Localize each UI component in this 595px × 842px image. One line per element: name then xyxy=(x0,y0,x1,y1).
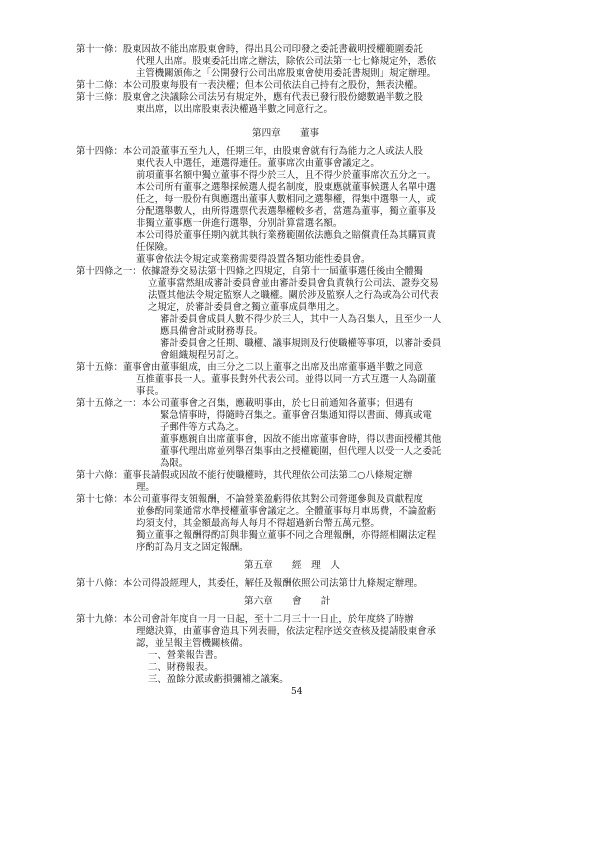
text-line: 任之，每一股份有與應選出董事人數相同之選舉權，得集中選舉一人，或 xyxy=(136,194,437,205)
text-line: 會組織規程另訂之。 xyxy=(160,350,245,361)
chapter-heading: 第四章 董事 xyxy=(252,128,320,139)
text-line: 東出席，以出席股東表決權過半數之同意行之。 xyxy=(136,104,333,115)
text-line: 應具備會計或財務專長。 xyxy=(160,326,264,337)
text-line: 董事會依法令規定或業務需要得設置各類功能性委員會。 xyxy=(136,254,371,265)
text-line: 為限。 xyxy=(160,458,189,469)
text-line: 本公司所有董事之選舉採候選人提名制度，股東應就董事候選人名單中選 xyxy=(136,182,437,193)
text-line: 本公司得於董事任期內就其執行業務範圍依法應負之賠償責任為其購買責 xyxy=(136,230,437,241)
text-line: 第十八條：本公司得設經理人，其委任，解任及報酬依照公司法第廿九條規定辦理。 xyxy=(76,578,423,589)
chapter-heading: 第六章 會 計 xyxy=(244,596,331,607)
page-number: 54 xyxy=(291,687,303,697)
text-line: 二、財務報表。 xyxy=(148,662,214,673)
text-line: 認，並呈報主管機關核備。 xyxy=(136,638,249,649)
text-line: 主管機關頒佈之「公開發行公司出席股東會使用委託書規則」規定辦理。 xyxy=(136,68,437,79)
text-line: 理總決算，由董事會造具下列表冊，依法定程序送交查核及提請股東會承 xyxy=(136,626,437,637)
text-line: 前項董事名額中獨立董事不得少於三人，且不得少於董事席次五分之一。 xyxy=(136,170,437,181)
text-line: 董事應親自出席董事會，因故不能出席董事會時，得以書面授權其他 xyxy=(160,434,442,445)
text-line: 理。 xyxy=(136,482,155,493)
text-line: 審計委員會成員人數不得少於三人，其中一人為召集人，且至少一人 xyxy=(160,314,442,325)
text-line: 董事代理出席並列舉召集事由之授權範圍，但代理人以受一人之委託 xyxy=(160,446,442,457)
text-line: 序酌訂為月支之固定報酬。 xyxy=(136,542,249,553)
text-line: 第十五條：董事會由董事組成，由三分之二以上董事之出席及出席董事過半數之同意 xyxy=(76,362,423,373)
text-line: 第十四條之一：依據證券交易法第十四條之四規定，自第十一屆董事選任後由全體獨 xyxy=(76,266,423,277)
text-line: 事長。 xyxy=(136,386,165,397)
text-line: 第十四條：本公司設董事五至九人，任期三年，由股東會就有行為能力之人或法人股 xyxy=(76,146,423,157)
text-line: 並參酌同業通常水準授權董事會議定之。全體董事每月車馬費，不論盈虧 xyxy=(136,506,437,517)
text-line: 分配選舉數人，由所得選票代表選舉權較多者，當選為董事，獨立董事及 xyxy=(136,206,437,217)
text-line: 緊急情事時，得隨時召集之。董事會召集通知得以書面、傳真或電 xyxy=(160,410,432,421)
text-line: 第十一條：股東因故不能出席股東會時，得出具公司印發之委託書載明授權範圍委託 xyxy=(76,44,423,55)
text-line: 非獨立董事應一併進行選舉，分別計算當選名額。 xyxy=(136,218,343,229)
text-line: 審計委員會之任期、職權、議事規則及行使職權等事項，以審計委員 xyxy=(160,338,442,349)
text-line: 子郵件等方式為之。 xyxy=(160,422,245,433)
text-line: 第十六條：董事長請假或因故不能行使職權時，其代理依公司法第二○八條規定辦 xyxy=(76,470,413,481)
text-line: 代理人出席。股東委託出席之辦法，除依公司法第一七七條規定外，悉依 xyxy=(136,56,437,67)
text-line: 獨立董事之報酬得酌訂與非獨立董事不同之合理報酬，亦得經相關法定程 xyxy=(136,530,437,541)
text-line: 第十七條：本公司董事得支領報酬，不論營業盈虧得依其對公司營運參與及貢獻程度 xyxy=(76,494,423,505)
text-line: 之規定，於審計委員會之獨立董事成員準用之。 xyxy=(148,302,345,313)
text-line: 第十三條：股東會之決議除公司法另有規定外，應有代表已發行股份總數過半數之股 xyxy=(76,92,423,103)
text-line: 均須支付，其金額最高每人每月不得超過新台幣五萬元整。 xyxy=(136,518,380,529)
text-line: 東代表人中選任，連選得連任。董事席次由董事會議定之。 xyxy=(136,158,380,169)
text-line: 任保險。 xyxy=(136,242,174,253)
text-line: 立董事當然組成審計委員會並由審計委員會負責執行公司法、證券交易 xyxy=(148,278,439,289)
text-line: 一、營業報告書。 xyxy=(148,650,224,661)
chapter-heading: 第五章 經 理 人 xyxy=(244,560,340,571)
text-line: 法暨其他法令規定監察人之職權。關於涉及監察人之行為或為公司代表 xyxy=(148,290,439,301)
text-line: 三、盈餘分派或虧損彌補之議案。 xyxy=(148,674,289,685)
text-line: 第十二條：本公司股東每股有一表決權；但本公司依法自己持有之股份，無表決權。 xyxy=(76,80,423,91)
text-line: 互推董事長一人。董事長對外代表公司。並得以同一方式互選一人為副董 xyxy=(136,374,437,385)
text-line: 第十五條之一：本公司董事會之召集，應載明事由，於七日前通知各董事；但遇有 xyxy=(76,398,414,409)
text-line: 第十九條：本公司會計年度自一月一日起，至十二月三十一日止，於年度終了時辦 xyxy=(76,614,414,625)
